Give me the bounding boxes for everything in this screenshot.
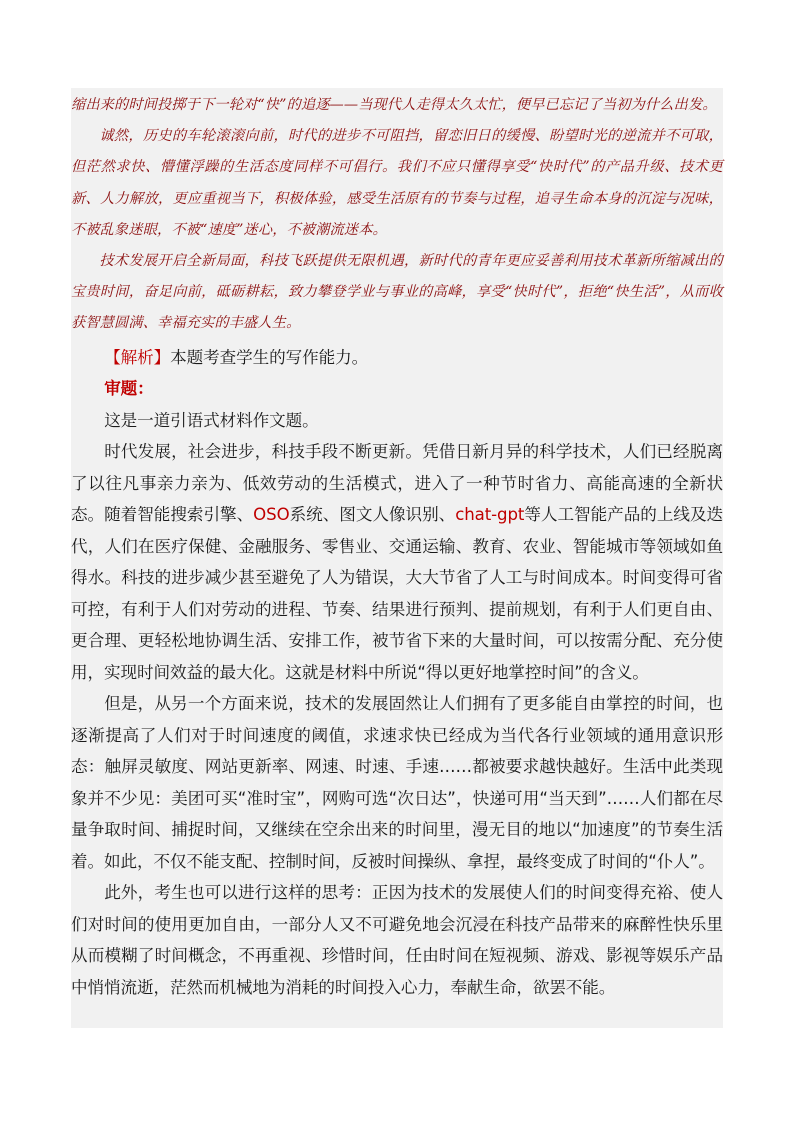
essay-paragraph-2: 诚然，历史的车轮滚滚向前，时代的进步不可阻挡，留恋旧日的缓慢、盼望时光的逆流并不可取，但茫然求快、懵懂浮躁的生活态度同样不可倡行。我们不应只懂得享受“快时代”的产品升级、技术更新、人力解放，更应重视当下，积极体验，感受生活原有的节奏与过程，追寻生命本身的沉淀与况味，不被乱象迷眼，不被“速度”迷心，不被潮流迷本。 [71, 128, 723, 238]
analysis-paragraph-4: 此外，考生也可以进行这样的思考：正因为技术的发展使人们的时间变得充裕、使人们对时间的使用更加自由，一部分人又不可避免地会沉浸在科技产品带来的麻醉性快乐里从而模糊了时间概念，不再重视、珍惜时间，任由时间在短视频、游戏、影视等娱乐产品中悄悄流逝，茫然而机械地为消耗的时间投入心力，奉献生命，欲罢不能。 [71, 883, 723, 997]
analysis-intro [71, 342, 723, 374]
sample-essay [71, 88, 723, 340]
analysis-paragraph-2 [71, 436, 723, 688]
analysis-p2-part-b: 系统、图文人像识别、 [289, 505, 456, 525]
oso-term: OSO [253, 505, 290, 525]
document-content [71, 88, 723, 1028]
chat-gpt-term: chat-gpt [455, 505, 525, 525]
analysis-intro-text: 本题考查学生的写作能力。 [170, 347, 369, 367]
analysis-paragraph-3: 但是，从另一个方面来说，技术的发展固然让人们拥有了更多能自由掌控的时间，也逐渐提高了人们对于时间速度的阈值，求速求快已经成为当代各行业领域的通用意识形态：触屏灵敏度、网站更新率、网速、时速、手速……都被要求越快越好。生活中此类现象并不少见：美团可买“准时宝”，网购可选“次日达”，快递可用“当天到”……人们都在尽量争取时间、捕捉时间，又继续在空余出来的时间里，漫无目的地以“加速度”的节奏生活着。如此，不仅不能支配、控制时间，反被时间操纵、拿捏，最终变成了时间的“仆人”。 [71, 694, 723, 871]
analysis-paragraph-1: 这是一道引语式材料作文题。 [104, 410, 319, 430]
review-heading [71, 373, 723, 405]
review-heading-text: 审题： [104, 379, 154, 399]
analysis-p2-part-a: 时代发展，社会进步，科技手段不断更新。凭借日新月异的科学技术，人们已经脱离了以往凡事亲力亲为、低效劳动的生活模式，进入了一种节时省力、高能高速的全新状态。随着智能搜索引擎、 [71, 442, 723, 525]
analysis-section [71, 342, 723, 1004]
analysis-label: 【解析】 [104, 347, 171, 367]
analysis-p2-part-c: 等人工智能产品的上线及迭代，人们在医疗保健、金融服务、零售业、交通运输、教育、农业、智能城市等领域如鱼得水。科技的进步减少甚至避免了人为错误，大大节省了人工与时间成本。时间变得可省可控，有利于人们对劳动的进程、节奏、结果进行预判、提前规划，有利于人们更自由、更合理、更轻松地协调生活、安排工作，被节省下来的大量时间，可以按需分配、充分使用，实现时间效益的最大化。这就是材料中所说“得以更好地掌控时间”的含义。 [71, 505, 724, 682]
essay-paragraph-3: 技术发展开启全新局面，科技飞跃提供无限机遇，新时代的青年更应妥善利用技术革新所缩减出的宝贵时间，奋足向前，砥砺耕耘，致力攀登学业与事业的高峰，享受“快时代”，拒绝“快生活”，从而收获智慧圆满、幸福充实的丰盛人生。 [71, 253, 723, 332]
essay-paragraph-1: 缩出来的时间投掷于下一轮对“快”的追逐——当现代人走得太久太忙，便早已忘记了当初为什么出发。 [71, 97, 717, 113]
